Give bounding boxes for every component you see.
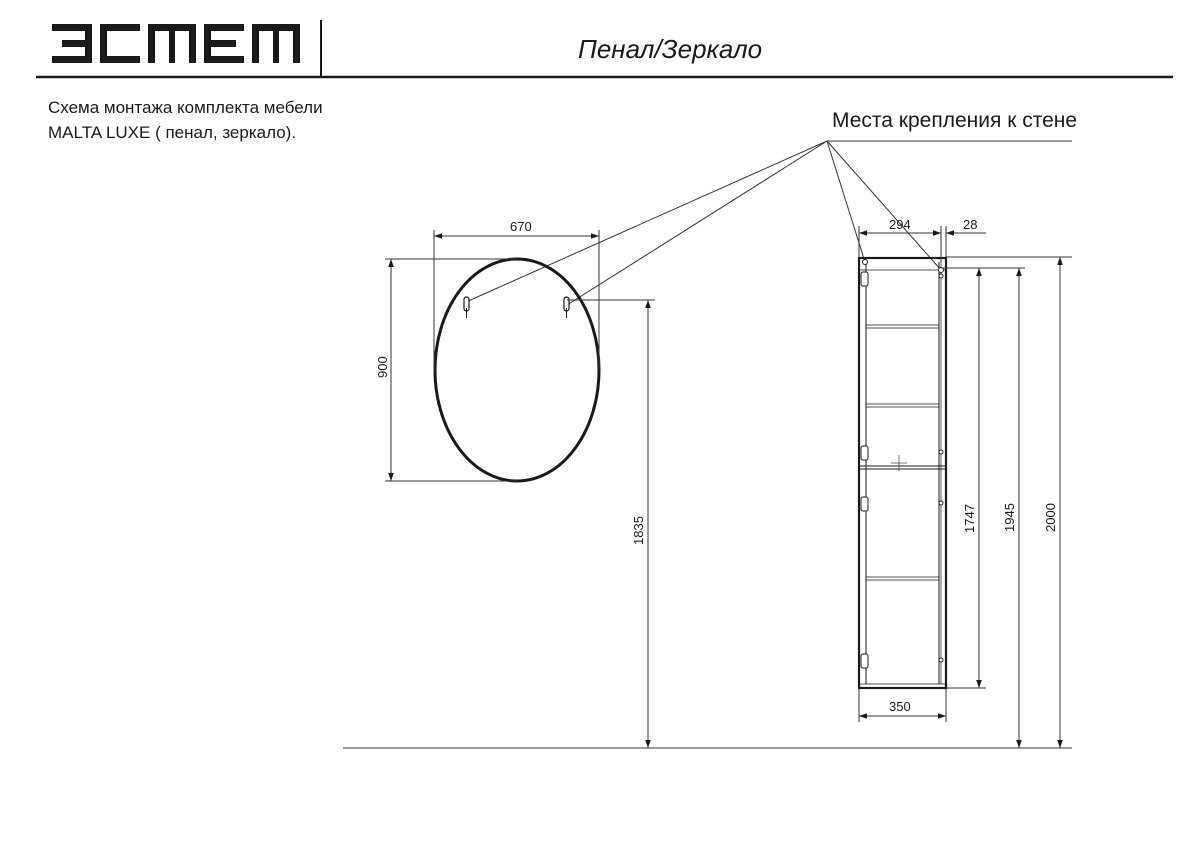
callout-leader-lines	[466, 141, 941, 305]
mounting-points-label: Места крепления к стене	[832, 109, 1078, 132]
dim-mirror-width-label: 670	[510, 219, 532, 234]
cabinet-hinges	[861, 272, 943, 668]
dim-cabinet-offset-label: 28	[963, 217, 978, 232]
dim-total-height	[946, 257, 1072, 748]
dim-cabinet-width-label: 350	[889, 699, 911, 714]
cabinet-brackets	[863, 260, 944, 273]
dim-total-height-label: 2000	[1043, 503, 1058, 532]
dim-cabinet-top-height-label: 1945	[1002, 503, 1017, 532]
dim-mirror-height-label: 900	[375, 356, 390, 378]
brand-logo	[52, 24, 300, 63]
oval-mirror	[435, 259, 599, 481]
description-line-2: MALTA LUXE ( пенал, зеркало).	[48, 123, 297, 142]
dim-cabinet-mount-height-label: 1747	[962, 504, 977, 533]
page-title: Пенал/Зеркало	[578, 34, 763, 64]
tall-cabinet	[859, 258, 946, 688]
dim-mirror-height	[385, 259, 517, 481]
description-line-1: Схема монтажа комплекта мебели	[48, 98, 323, 117]
dim-mirror-mount-height-label: 1835	[631, 516, 646, 545]
mirror-bracket-left	[464, 297, 469, 318]
dim-cabinet-depth-label: 294	[889, 217, 911, 232]
dim-cabinet-mount-height	[941, 268, 986, 688]
